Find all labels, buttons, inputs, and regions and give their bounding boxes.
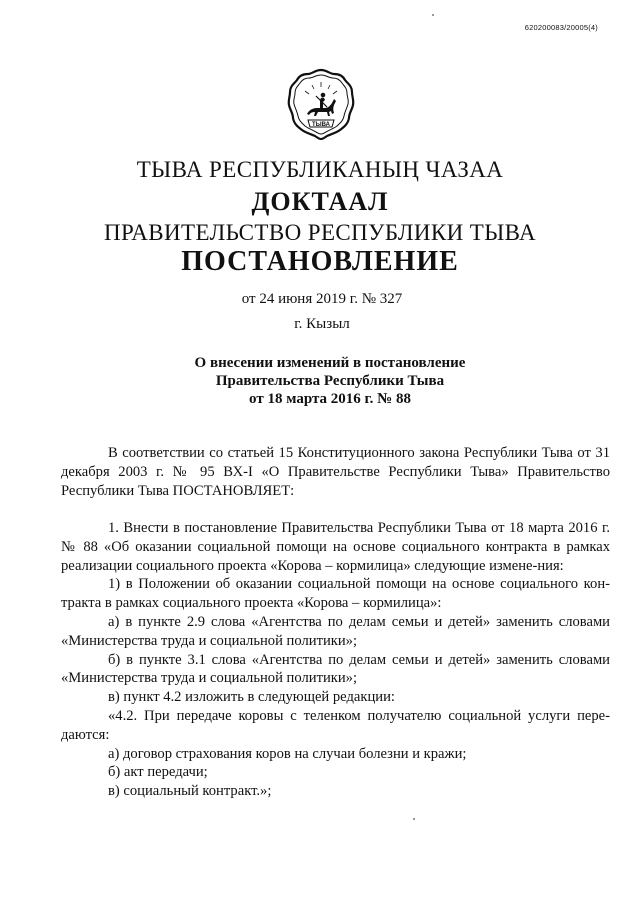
emblem	[287, 68, 355, 140]
quote-b: б) акт передачи;	[108, 764, 208, 781]
doc-type-tuvan: ДОКТААЛ	[251, 187, 389, 216]
emblem-label: ТЫВА	[312, 122, 330, 128]
subject-line-2: Правительства Республики Тыва	[215, 373, 445, 389]
item-1-1: 1) в Положении об оказании социальной помощи на основе социального кон-тракта в рамках социального проекта «Корова – кормилица»:	[61, 576, 610, 612]
quote-c: в) социальный контракт.»;	[108, 783, 272, 800]
item-1: 1. Внести в постановление Правительства Республики Тыва от 18 марта 2016 г. № 88 «Об оказании социальной помощи на основе социального контракта в рамках реализации социального проекта «Корова – кормилица» следующие измене-ния:	[61, 520, 610, 574]
item-1-1-a: а) в пункте 2.9 слова «Агентства по делам семьи и детей» заменить словами «Министерства труда и социальной политики»;	[61, 613, 610, 649]
tuva-coat-of-arms-icon	[287, 68, 355, 140]
scan-speck	[432, 14, 434, 16]
city: г. Кызыл	[294, 316, 350, 332]
preamble-block	[61, 444, 610, 500]
title-tuvan: ТЫВА РЕСПУБЛИКАНЫҢ ЧАЗАА	[136, 157, 504, 182]
document-code: 620200083/20005(4)	[524, 23, 598, 32]
quote-4-2: «4.2. При передаче коровы с теленком получателю социальной услуги пере-даются:	[61, 707, 610, 743]
doc-type-russian: ПОСТАНОВЛЕНИЕ	[181, 246, 459, 277]
preamble: В соответствии со статьей 15 Конституционного закона Республики Тыва от 31 декабря 2003 г. № 95 ВХ-I «О Правительстве Республики Тыва» Правительство Республики Тыва ПОСТАНОВЛЯЕТ:	[61, 445, 610, 499]
subject-line-3: от 18 марта 2016 г. № 88	[249, 391, 411, 407]
title-russian: ПРАВИТЕЛЬСТВО РЕСПУБЛИКИ ТЫВА	[104, 220, 536, 245]
quote-a: а) договор страхования коров на случаи болезни и кражи;	[108, 745, 467, 762]
body-block	[61, 519, 610, 801]
item-1-1-c: в) пункт 4.2 изложить в следующей редакции:	[108, 689, 395, 706]
item-1-1-b: б) в пункте 3.1 слова «Агентства по делам семьи и детей» заменить словами «Министерства труда и социальной политики»;	[61, 651, 610, 687]
scan-speck	[413, 818, 415, 820]
date-number: от 24 июня 2019 г. № 327	[241, 291, 403, 307]
subject-line-1: О внесении изменений в постановление	[194, 355, 466, 371]
